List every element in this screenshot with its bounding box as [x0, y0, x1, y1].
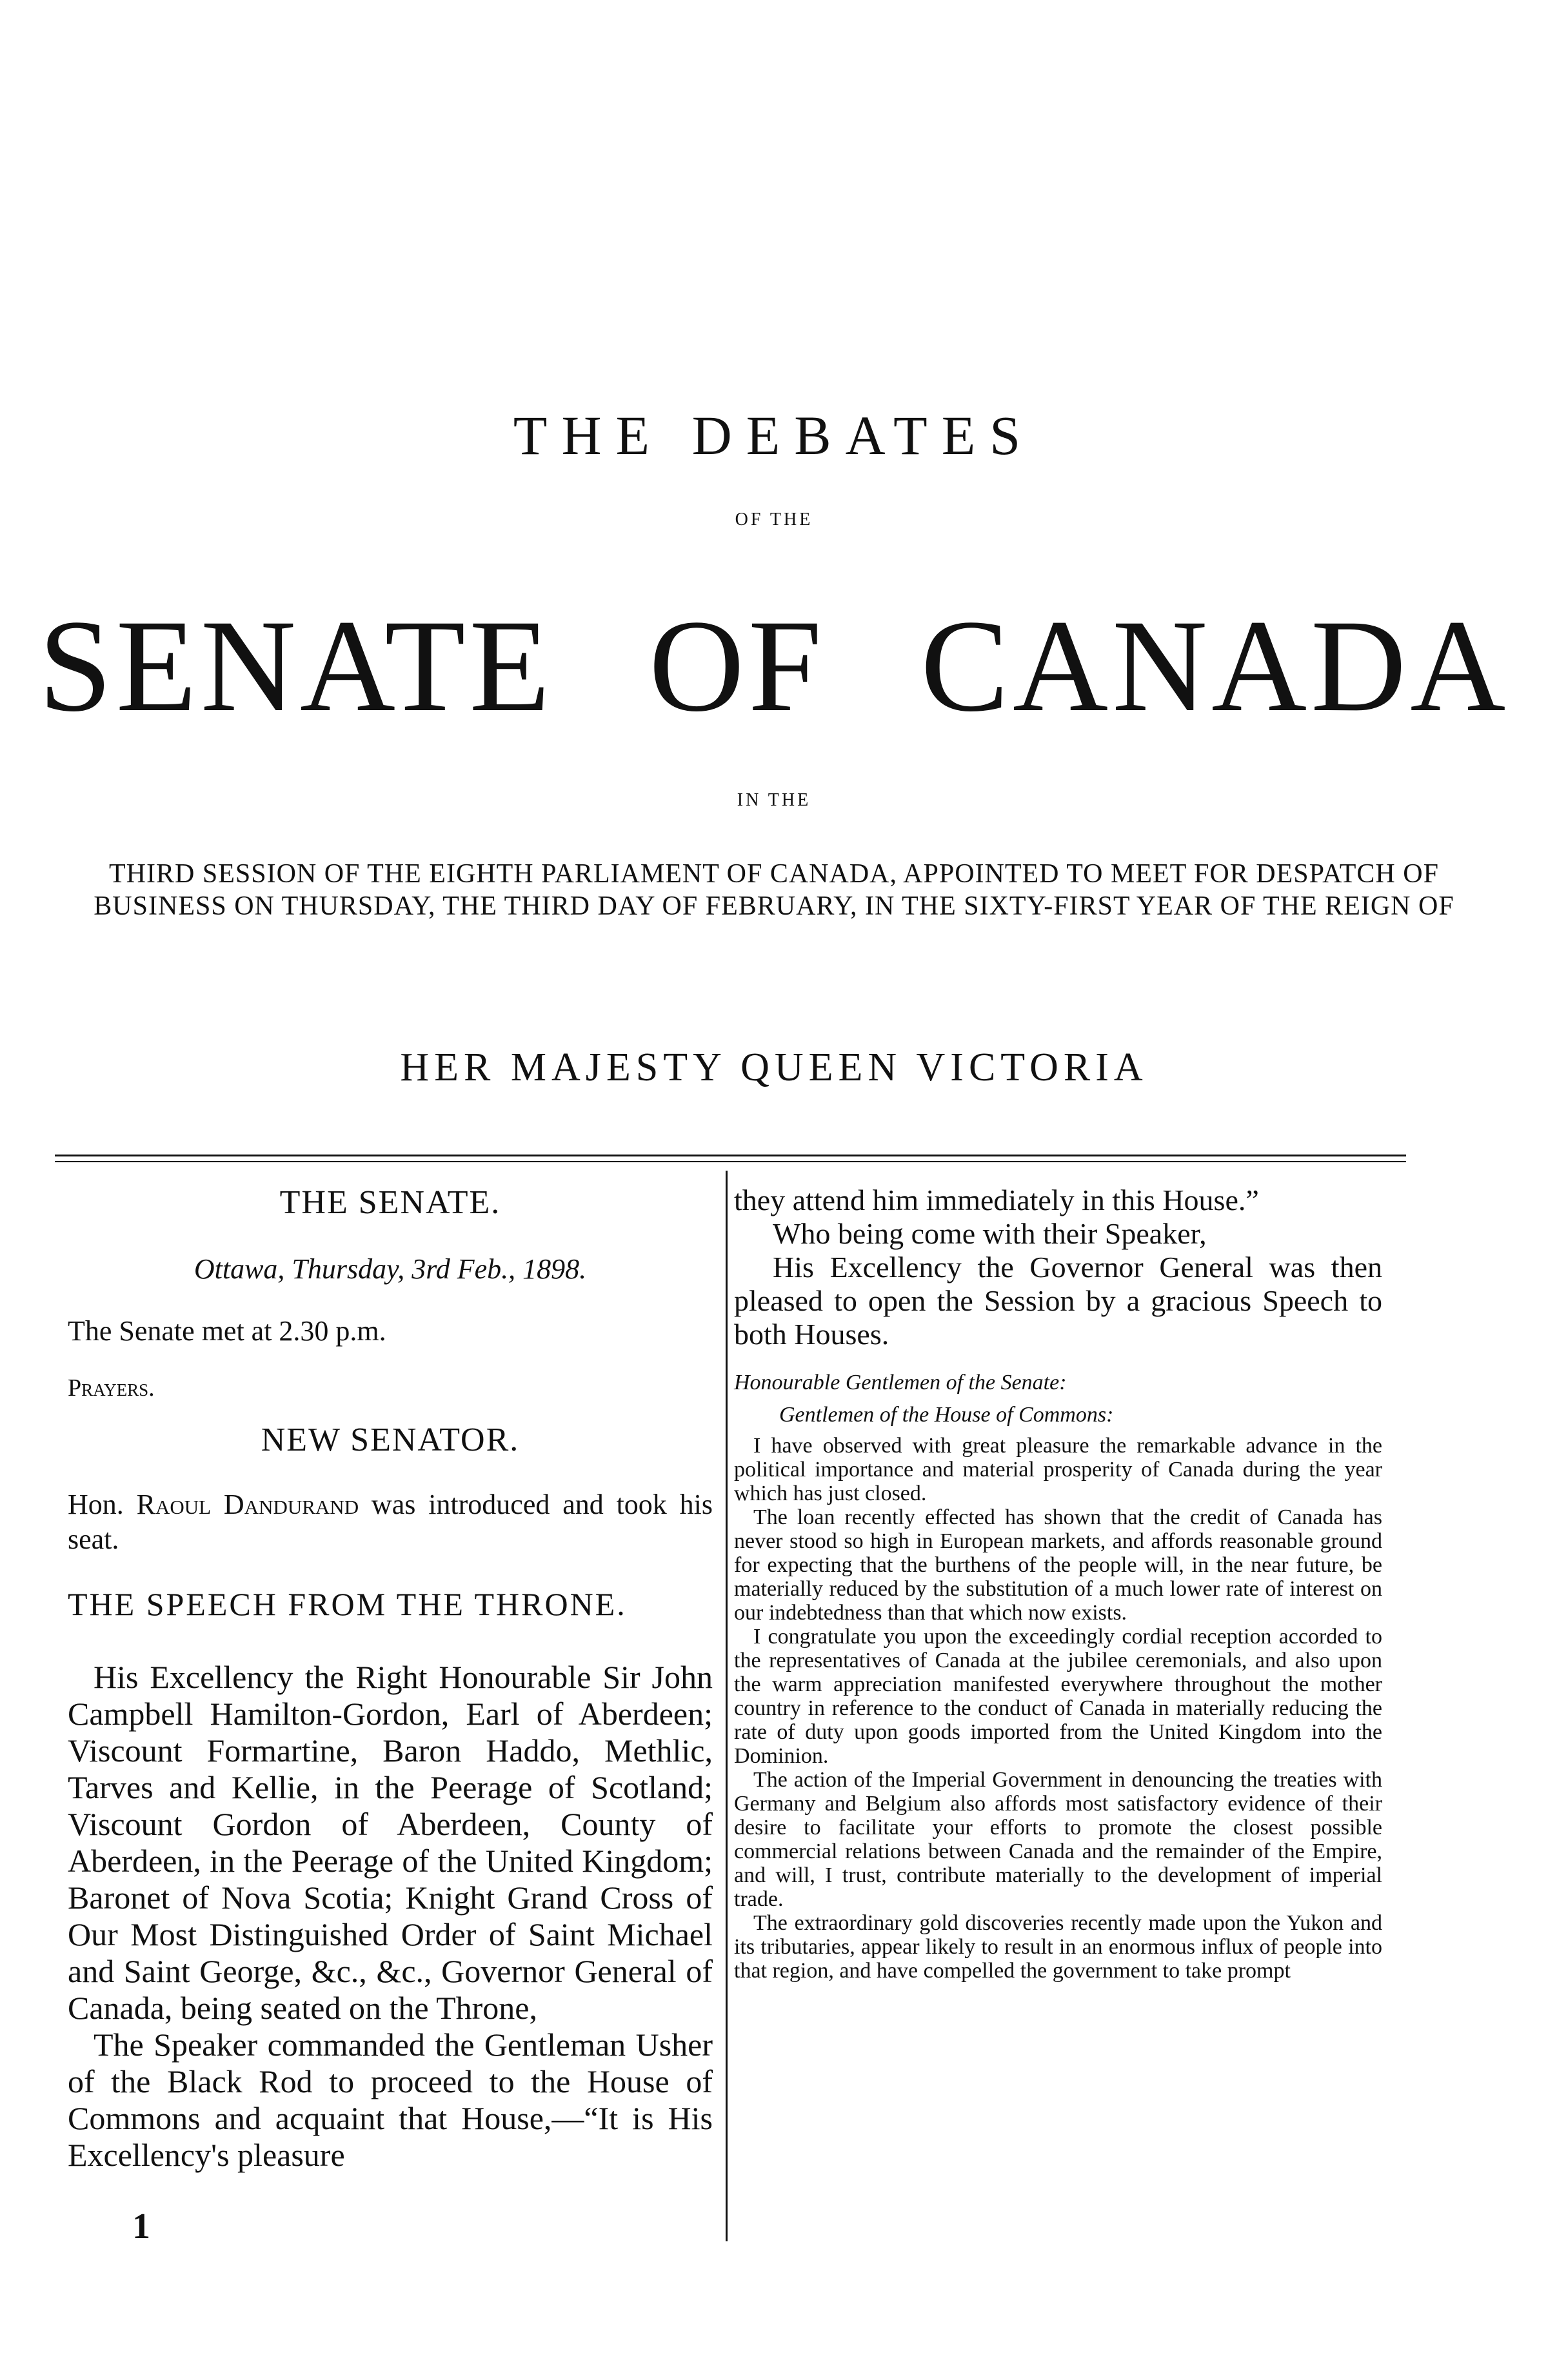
speech-paragraph: I congratulate you upon the exceedingly cordial reception accorded to the representatives of Canada at the jubilee ceremonials, and also upon the warm appreciation manifested everywhere throughout the mother country in reference to the conduct of Canada in materially reducing the rate of duty upon goods imported from the United Kingdom into the Dominion.	[734, 1625, 1382, 1768]
header-rule	[55, 1155, 1406, 1156]
speaker-line: Who being come with their Speaker,	[773, 1217, 1207, 1250]
title-debates: THE DEBATES	[513, 404, 1035, 466]
hon-label: Hon.	[68, 1489, 124, 1520]
sitting-date: Ottawa, Thursday, 3rd Feb., 1898.	[194, 1253, 587, 1285]
title-her-majesty: HER MAJESTY QUEEN VICTORIA	[400, 1046, 1148, 1089]
salutation-senate: Honourable Gentlemen of the Senate:	[734, 1371, 1067, 1394]
speech-paragraph: The extraordinary gold discoveries recently made upon the Yukon and its tributaries, appear likely to result in an enormous influx of people into that region, and have compelled the government to take prompt	[734, 1911, 1382, 1983]
speech-intro-paragraph: His Excellency the Right Honourable Sir John Campbell Hamilton-Gordon, Earl of Aberdeen; Viscount Formartine, Baron Haddo, Methlic, Tarves and Kellie, in the Peerage of Scotland; Viscount Gordon of Aberdeen, County of Aberdeen, in the Peerage of the United Kingdom; Baronet of Nova Scotia; Knight Grand Cross of Our Most Distinguished Order of Saint Michael and Saint George, &c., &c., Governor General of Canada, being seated on the Throne,	[68, 1659, 713, 2026]
speech-paragraph: The loan recently effected has shown that the credit of Canada has never stood so high in European markets, and affords reasonable ground for expecting that the burthens of the people will, in the near future, be materially reduced by the substitution of a much lower rate of interest on our indebtedness than that which now exists.	[734, 1505, 1382, 1625]
senate-heading: THE SENATE.	[279, 1184, 501, 1221]
left-column	[68, 1184, 713, 2174]
salutation-commons: Gentlemen of the House of Commons:	[779, 1403, 1114, 1427]
speech-usher-paragraph: The Speaker commanded the Gentleman Usher of the Black Rod to proceed to the House of Commons and acquaint that House,—“It is His Excellency's pleasure	[68, 2027, 713, 2173]
session-opened-paragraph: His Excellency the Governor General was then pleased to open the Session by a gracious Speech to both Houses.	[734, 1251, 1382, 1351]
column-divider	[726, 1171, 728, 2241]
speech-paragraph: The action of the Imperial Government in denouncing the treaties with Germany and Belgium also affords most satisfactory evidence of their desire to facilitate your efforts to promote the closest possible commercial relations between Canada and the remainder of the Empire, and will, I trust, contribute materially to the development of imperial trade.	[734, 1768, 1382, 1911]
senator-name: Raoul Dandurand	[136, 1489, 359, 1520]
title-in-the: IN THE	[737, 790, 811, 810]
header-rule-thin	[55, 1161, 1406, 1162]
new-senator-text: was introduced and took his seat.	[68, 1489, 713, 1555]
speech-paragraph: I have observed with great pleasure the remarkable advance in the political importance and material prosperity of Canada during the year which has just closed.	[734, 1434, 1382, 1505]
prayers-label: Prayers.	[68, 1374, 155, 1402]
sitting-time: The Senate met at 2.30 p.m.	[68, 1315, 386, 1347]
page-number: 1	[132, 2206, 150, 2246]
speech-heading: THE SPEECH FROM THE THRONE.	[68, 1586, 627, 1622]
session-description: THIRD SESSION OF THE EIGHTH PARLIAMENT OF CANADA, APPOINTED TO MEET FOR DESPATCH OF BUSINESS ON THURSDAY, THE THIRD DAY OF FEBRUARY, IN THE SIXTY-FIRST YEAR OF THE REIGN OF	[94, 859, 1454, 921]
title-senate-of-canada: SENATE OF CANADA	[38, 593, 1510, 739]
new-senator-paragraph	[68, 1487, 713, 1557]
continuation-line: they attend him immediately in this House.”	[734, 1184, 1259, 1216]
title-of-the: OF THE	[735, 510, 813, 530]
new-senator-heading: NEW SENATOR.	[261, 1422, 520, 1458]
right-column	[734, 1184, 1382, 1983]
